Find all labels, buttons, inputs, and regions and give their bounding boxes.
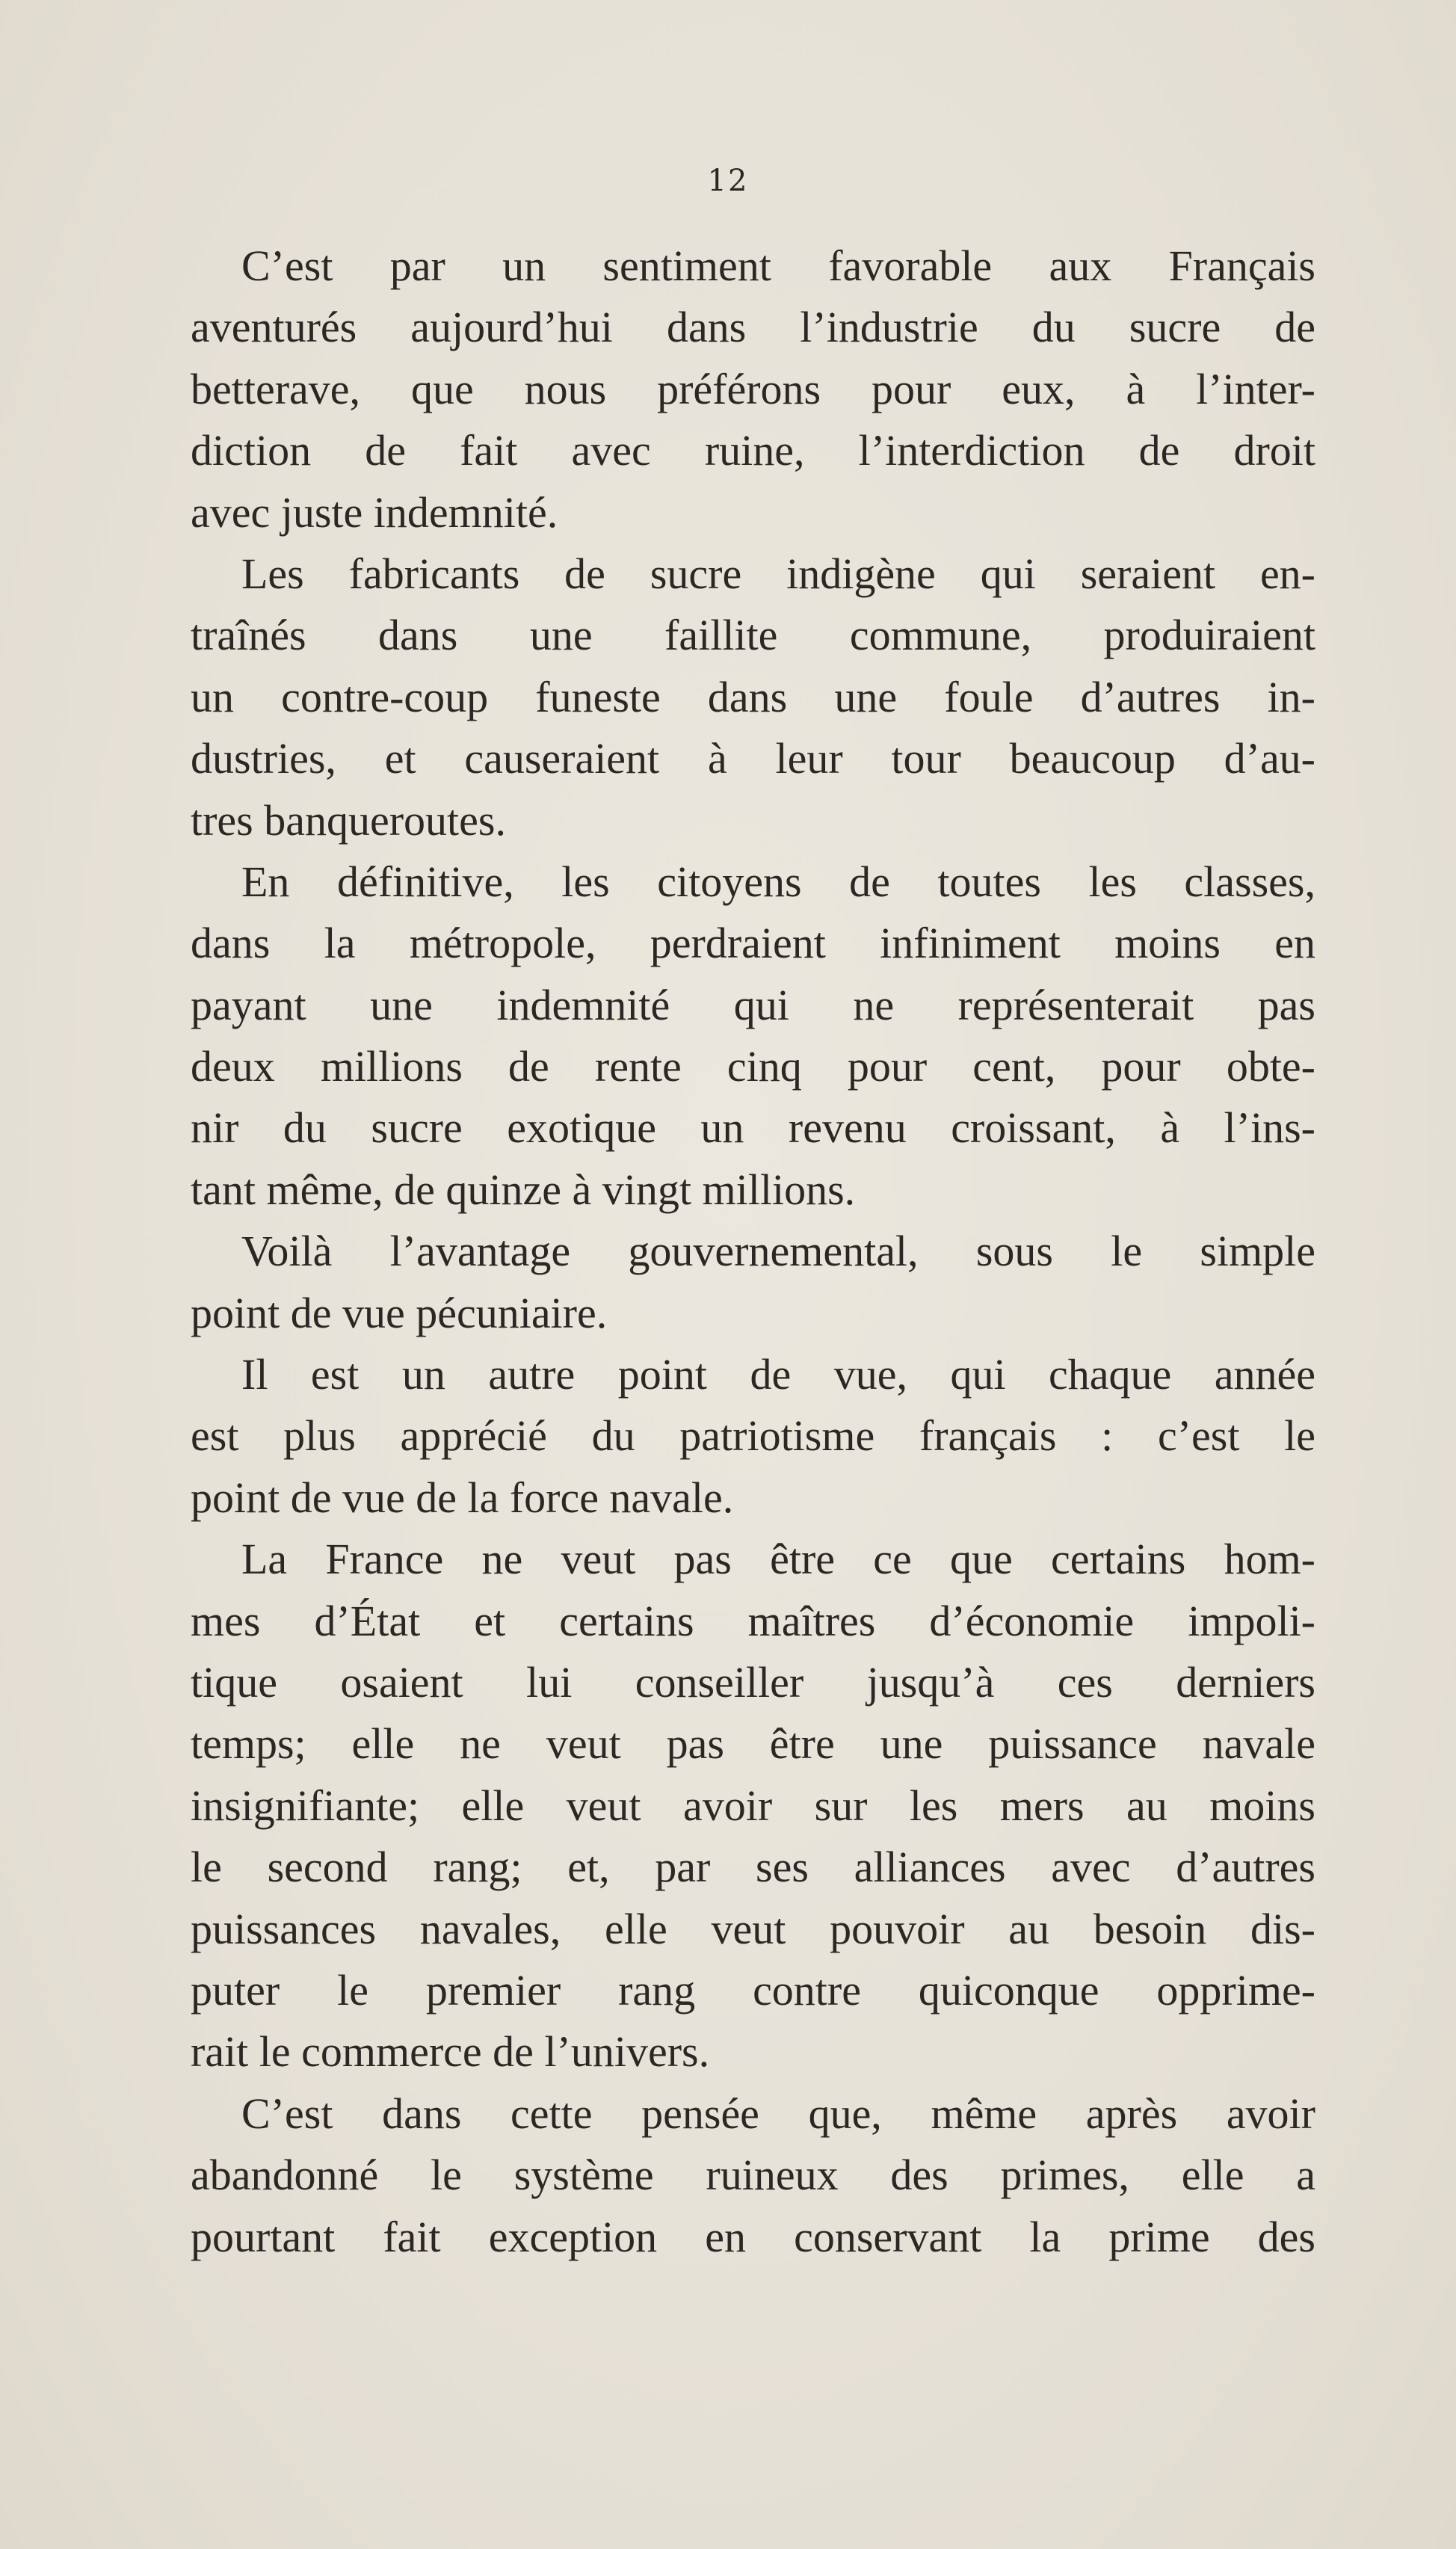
body-text xyxy=(191,235,1315,2268)
text-line: Voilà l’avantage gouvernemental, sous le simple xyxy=(241,1227,1315,1276)
text-line: insignifiante; elle veut avoir sur les mers au moins xyxy=(191,1781,1315,1830)
text-line: point de vue de la force navale. xyxy=(191,1473,734,1522)
text-line: payant une indemnité qui ne représenterait pas xyxy=(191,980,1315,1029)
text-line: est plus apprécié du patriotisme français : c’est le xyxy=(191,1411,1315,1461)
text-line: betterave, que nous préférons pour eux, à l’inter- xyxy=(191,364,1315,413)
text-line: puissances navales, elle veut pouvoir au besoin dis- xyxy=(191,1904,1315,1953)
paragraph xyxy=(191,1529,1315,2083)
paragraph xyxy=(191,1221,1315,1344)
text-line: mes d’État et certains maîtres d’économie impoli- xyxy=(191,1596,1315,1645)
text-line: aventurés aujourd’hui dans l’industrie du sucre de xyxy=(191,303,1315,352)
paragraph xyxy=(191,543,1315,851)
page-number: 12 xyxy=(707,164,749,198)
paragraph xyxy=(191,2083,1315,2268)
text-line: dustries, et causeraient à leur tour beaucoup d’au- xyxy=(191,734,1315,783)
text-line: En définitive, les citoyens de toutes les classes, xyxy=(241,857,1315,906)
text-line: avec juste indemnité. xyxy=(191,487,558,537)
text-line: un contre-coup funeste dans une foule d’autres in- xyxy=(191,672,1315,721)
text-line: point de vue pécuniaire. xyxy=(191,1288,608,1337)
paragraph xyxy=(191,1344,1315,1529)
text-line: C’est dans cette pensée que, même après avoir xyxy=(241,2089,1315,2138)
text-line: pourtant fait exception en conservant la prime des xyxy=(191,2212,1315,2261)
paragraph xyxy=(191,235,1315,543)
text-line: tique osaient lui conseiller jusqu’à ces derniers xyxy=(191,1657,1315,1707)
text-line: nir du sucre exotique un revenu croissant, à l’ins- xyxy=(191,1103,1315,1153)
text-line: tres banqueroutes. xyxy=(191,795,506,845)
text-line: C’est par un sentiment favorable aux Français xyxy=(241,241,1315,290)
text-line: La France ne veut pas être ce que certains hom- xyxy=(241,1535,1315,1584)
text-line: dans la métropole, perdraient infiniment moins en xyxy=(191,919,1315,968)
text-line: abandonné le système ruineux des primes, elle a xyxy=(191,2151,1315,2200)
paragraph xyxy=(191,851,1315,1221)
text-line: traînés dans une faillite commune, produiraient xyxy=(191,611,1315,660)
text-line: deux millions de rente cinq pour cent, pour obte- xyxy=(191,1042,1315,1091)
text-line: Il est un autre point de vue, qui chaque année xyxy=(241,1350,1315,1399)
text-line: rait le commerce de l’univers. xyxy=(191,2027,710,2077)
text-line: tant même, de quinze à vingt millions. xyxy=(191,1165,856,1214)
text-line: le second rang; et, par ses alliances avec d’autres xyxy=(191,1843,1315,1892)
text-line: diction de fait avec ruine, l’interdiction de droit xyxy=(191,426,1315,475)
text-line: temps; elle ne veut pas être une puissance navale xyxy=(191,1719,1315,1769)
text-line: puter le premier rang contre quiconque opprime- xyxy=(191,1965,1315,2015)
text-line: Les fabricants de sucre indigène qui seraient en- xyxy=(241,549,1315,598)
